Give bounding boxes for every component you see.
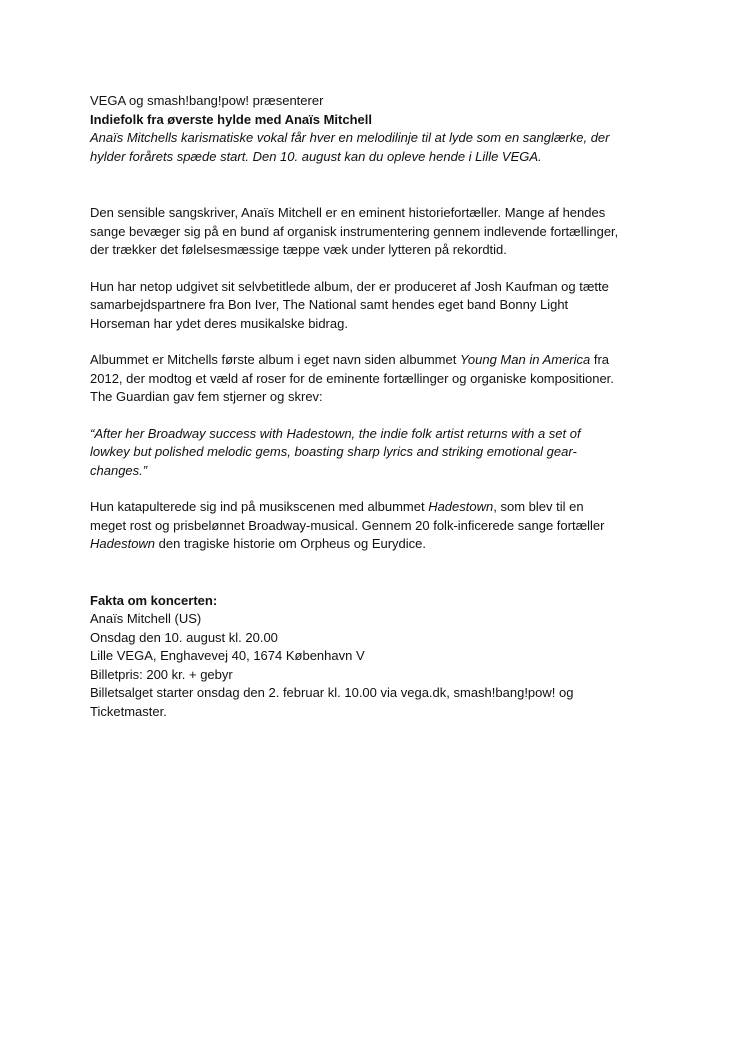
quote-line: “After her Broadway success with Hadestown, the indie folk artist returns with a set of	[90, 425, 581, 441]
paragraph-line: sange bevæger sig på en bund af organisk instrumentering gennem indlevende fortællinger,	[90, 223, 619, 239]
album-title: Hadestown	[90, 536, 156, 551]
paragraph-line: Hun har netop udgivet sit selvbetitlede album, der er produceret af Josh Kaufman og tætte	[90, 278, 609, 294]
text-run: den tragiske historie om Orpheus og Eurydice.	[155, 536, 427, 551]
paragraph-line	[90, 535, 660, 554]
facts-artist: Anaïs Mitchell (US)	[90, 611, 202, 626]
paragraph-line: meget rost og prisbelønnet Broadway-musical. Gennem 20 folk-inficerede sange fortæller	[90, 517, 605, 533]
quote-line: changes.”	[90, 462, 148, 478]
press-release	[90, 92, 660, 721]
lead-paragraph	[90, 129, 660, 166]
paragraph-line: samarbejdspartnere fra Bon Iver, The National samt hendes eget band Bonny Light	[90, 297, 569, 312]
album-title: Hadestown	[428, 499, 494, 514]
facts-price: Billetpris: 200 kr. + gebyr	[90, 666, 233, 682]
facts-date: Onsdag den 10. august kl. 20.00	[90, 629, 278, 645]
album-title: Young Man in America	[459, 352, 591, 367]
text-run: , som blev til en	[493, 499, 584, 514]
facts-sale-line: Ticketmaster.	[90, 703, 167, 719]
lead-line: Anaïs Mitchells karismatiske vokal får hver en melodilinje til at lyde som en sanglærke, der	[90, 130, 610, 145]
paragraph-line: 2012, der modtog et væld af roser for de eminente fortællinger og organiske kompositioner.	[90, 370, 614, 386]
paragraph-line	[90, 498, 660, 517]
paragraph-intro	[90, 204, 660, 260]
lead-line: hylder forårets spæde start. Den 10. august kan du opleve hende i Lille VEGA.	[90, 148, 542, 164]
paragraph-line: Den sensible sangskriver, Anaïs Mitchell er en eminent historiefortæller. Mange af hendes	[90, 205, 606, 220]
paragraph-hadestown	[90, 498, 660, 554]
paragraph-line: The Guardian gav fem stjerner og skrev:	[90, 389, 323, 404]
facts-venue: Lille VEGA, Enghavevej 40, 1674 København V	[90, 648, 365, 663]
quote-line: lowkey but polished melodic gems, boasting sharp lyrics and striking emotional gear-	[90, 444, 577, 459]
text-run: fra	[590, 352, 610, 367]
text-run: Albummet er Mitchells første album i eget navn siden albummet	[90, 352, 460, 367]
facts-section	[90, 592, 660, 722]
facts-heading: Fakta om koncerten:	[90, 592, 218, 608]
paragraph-line: Horseman har ydet deres musikalske bidrag.	[90, 315, 348, 331]
review-quote	[90, 425, 660, 481]
paragraph-album	[90, 278, 660, 334]
paragraph-line: der trækker det følelsesmæssige tæppe væk under lytteren på rekordtid.	[90, 242, 507, 257]
text-run: Hun katapulterede sig ind på musikscenen med albummet	[90, 499, 429, 514]
facts-sale-line: Billetsalget starter onsdag den 2. februar kl. 10.00 via vega.dk, smash!bang!pow! og	[90, 685, 574, 700]
paragraph-history	[90, 351, 660, 407]
headline: Indiefolk fra øverste hylde med Anaïs Mitchell	[90, 111, 372, 127]
presenter-line: VEGA og smash!bang!pow! præsenterer	[90, 93, 324, 108]
paragraph-line	[90, 351, 660, 370]
